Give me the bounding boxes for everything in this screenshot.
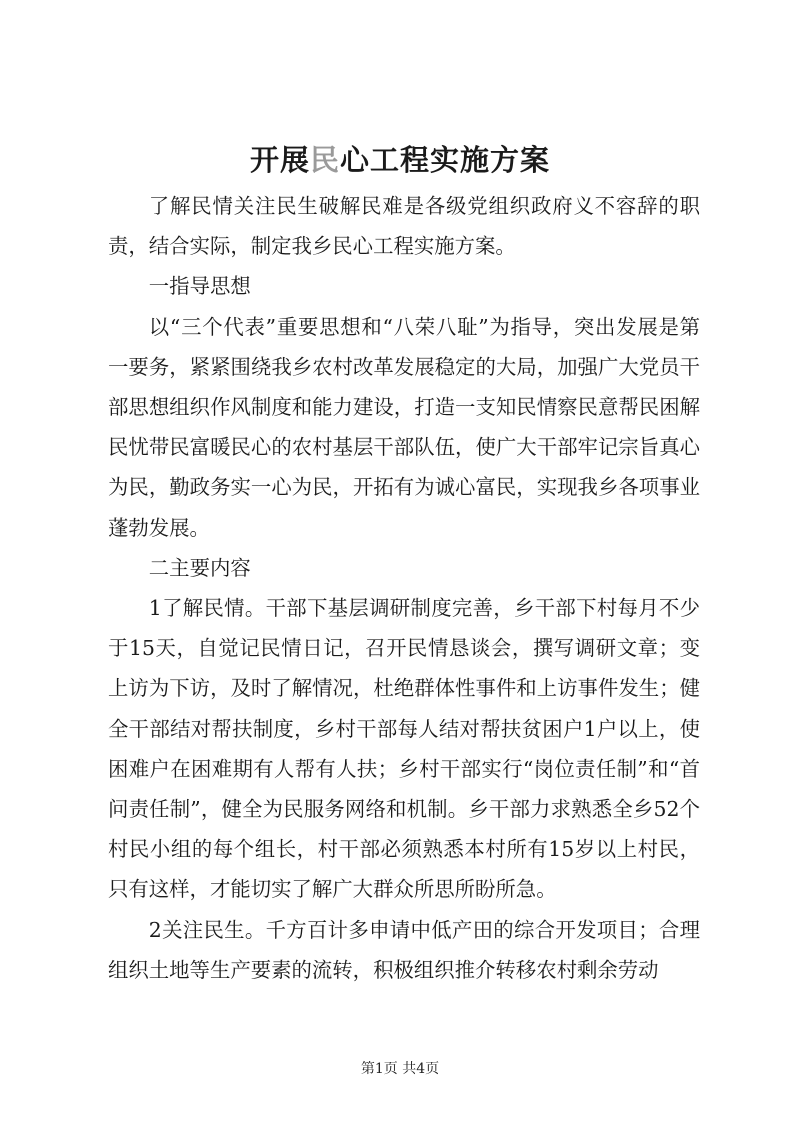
section-heading-main-content: 二主要内容 bbox=[148, 555, 251, 580]
item-2-paragraph: 2关注民生。千方百计多申请中低产田的综合开发项目；合理组织土地等生产要素的流转，积极组织推介转移农村剩余劳动 bbox=[108, 917, 700, 982]
intro-paragraph: 了解民情关注民生破解民难是各级党组织政府义不容辞的职责，结合实际，制定我乡民心工程实施方案。 bbox=[108, 194, 700, 259]
item-1-paragraph: 1了解民情。干部下基层调研制度完善，乡干部下村每月不少于15天，自觉记民情日记，召开民情恳谈会，撰写调研文章；变上访为下访，及时了解情况，杜绝群体性事件和上访事件发生；健全干部结对帮扶制度，乡村干部每人结对帮扶贫困户1户以上，使困难户在困难期有人帮有人扶；乡村干部实行“岗位责任制”和“首问责任制”，健全为民服务网络和机制。乡干部力求熟悉全乡52个村民小组的每个组长，村干部必须熟悉本村所有15岁以上村民，只有这样，才能切实了解广大群众所思所盼所急。 bbox=[108, 596, 700, 902]
document-body bbox=[108, 186, 700, 990]
title-watermark-char: 民 bbox=[309, 143, 340, 177]
page-number-footer: 第1页 共4页 bbox=[360, 1061, 440, 1077]
guiding-ideology-paragraph: 以“三个代表”重要思想和“八荣八耻”为指导，突出发展是第一要务，紧紧围绕我乡农村改革发展稳定的大局，加强广大党员干部思想组织作风制度和能力建设，打造一支知民情察民意帮民困解民忧带民富暖民心的农村基层干部队伍，使广大干部牢记宗旨真心为民，勤政务实一心为民，开拓有为诚心富民，实现我乡各项事业蓬勃发展。 bbox=[108, 314, 700, 540]
document-title bbox=[0, 138, 800, 182]
section-heading-guiding-ideology: 一指导思想 bbox=[148, 274, 251, 299]
title-part-2: 心工程实施方案 bbox=[340, 143, 551, 177]
title-part-1: 开展 bbox=[249, 143, 310, 177]
